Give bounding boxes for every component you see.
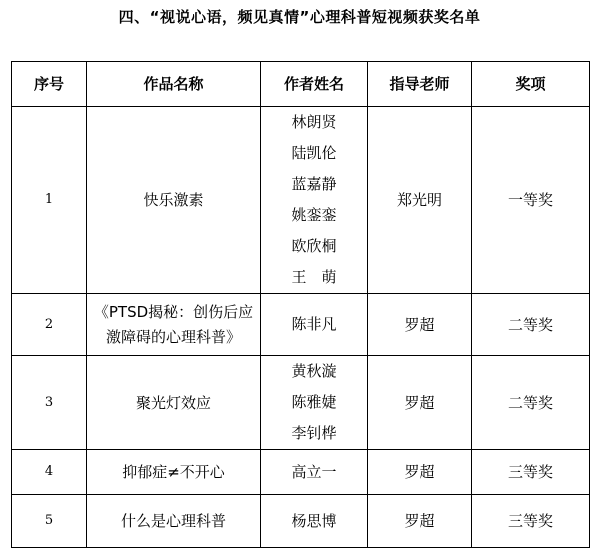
author-list — [261, 107, 368, 294]
author-list — [261, 294, 368, 356]
work-title: 快乐激素 — [87, 107, 261, 294]
author-list — [261, 450, 368, 495]
author-name: 欧欣桐 — [291, 237, 337, 255]
work-title: 什么是心理科普 — [87, 495, 261, 548]
header-no: 序号 — [12, 62, 87, 107]
author-name: 黄秋漩 — [291, 362, 337, 380]
header-authors: 作者姓名 — [261, 62, 368, 107]
author-list — [261, 356, 368, 450]
work-title: 聚光灯效应 — [87, 356, 261, 450]
row-number: 5 — [12, 495, 87, 548]
author-name: 高立一 — [291, 462, 337, 481]
award-table — [11, 61, 590, 548]
author-name: 杨思博 — [291, 511, 337, 530]
author-name: 陈非凡 — [291, 315, 337, 333]
award-level: 三等奖 — [472, 450, 590, 495]
award-level: 二等奖 — [472, 294, 590, 356]
award-level: 二等奖 — [472, 356, 590, 450]
author-name: 陆凯伦 — [291, 144, 337, 162]
teacher-name: 罗超 — [368, 356, 472, 450]
row-number: 2 — [12, 294, 87, 356]
table-header-row — [12, 62, 590, 107]
row-number: 4 — [12, 450, 87, 495]
table-row — [12, 450, 590, 495]
table-row — [12, 356, 590, 450]
teacher-name: 罗超 — [368, 450, 472, 495]
header-award: 奖项 — [472, 62, 590, 107]
teacher-name: 郑光明 — [368, 107, 472, 294]
table-row — [12, 294, 590, 356]
author-name: 林朗贤 — [291, 113, 337, 131]
row-number: 3 — [12, 356, 87, 450]
row-number: 1 — [12, 107, 87, 294]
teacher-name: 罗超 — [368, 294, 472, 356]
header-teacher: 指导老师 — [368, 62, 472, 107]
table-row — [12, 495, 590, 548]
author-name: 李钊桦 — [291, 424, 337, 442]
author-name: 王 萌 — [291, 268, 337, 286]
work-title: 抑郁症≠不开心 — [87, 450, 261, 495]
teacher-name: 罗超 — [368, 495, 472, 548]
author-name: 姚銮銮 — [291, 206, 337, 224]
work-title: 《PTSD揭秘：创伤后应激障碍的心理科普》 — [87, 294, 261, 356]
page-title: 四、“视说心语，频见真情”心理科普短视频获奖名单 — [118, 8, 481, 26]
award-level: 一等奖 — [472, 107, 590, 294]
table-row — [12, 107, 590, 294]
author-name: 蓝嘉静 — [291, 175, 337, 193]
header-work: 作品名称 — [87, 62, 261, 107]
award-level: 三等奖 — [472, 495, 590, 548]
author-name: 陈雅婕 — [291, 393, 337, 411]
author-list — [261, 495, 368, 548]
